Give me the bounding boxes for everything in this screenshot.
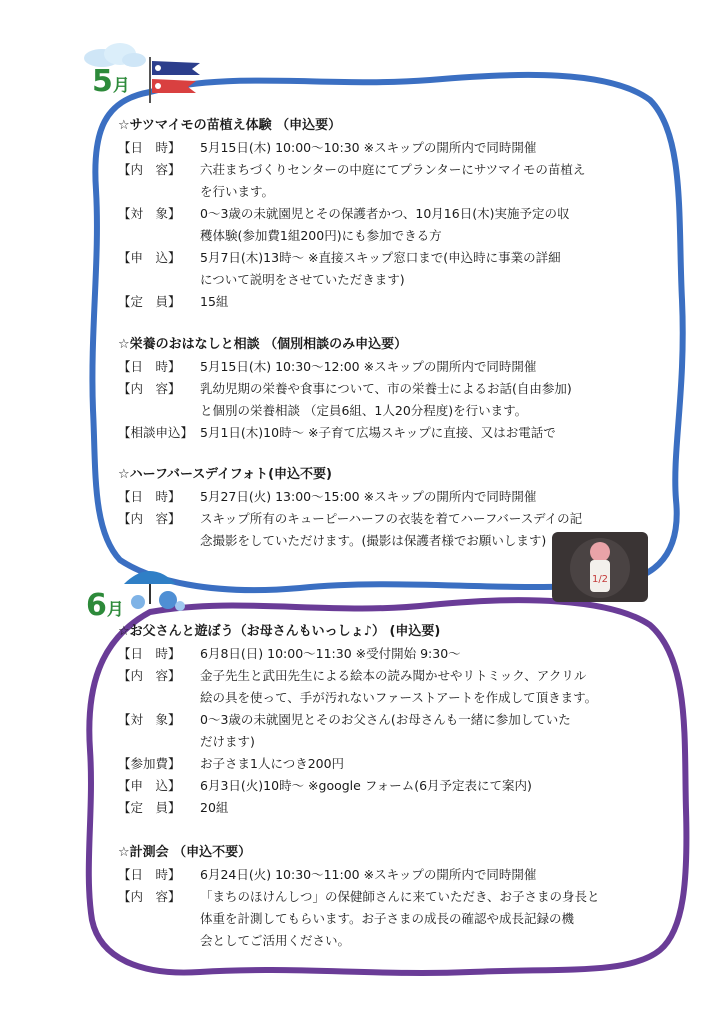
june-month-number: 6 [86, 588, 107, 623]
event-row [118, 291, 606, 313]
row-label-spacer [118, 930, 200, 952]
row-label: 【日 時】 [118, 140, 181, 155]
row-label: 【申 込】 [118, 250, 181, 265]
row-value: 20組 [200, 800, 229, 815]
row-label-spacer [118, 530, 200, 552]
event-play-with-dad [118, 621, 606, 819]
row-value: 0～3歳の未就園児とその保護者かつ、10月16日(木)実施予定の収 [200, 206, 570, 221]
event-row [118, 203, 606, 225]
row-value-cont: 絵の具を使って、手が汚れないファーストアートを作成して頂きます。 [200, 690, 598, 705]
event-row [118, 753, 606, 775]
row-label: 【内 容】 [118, 889, 181, 904]
event-row [118, 864, 606, 886]
row-label: 【定 員】 [118, 294, 181, 309]
event-row [118, 775, 606, 797]
row-label: 【日 時】 [118, 489, 181, 504]
row-value: 5月15日(木) 10:30～12:00 ※スキップの開所内で同時開催 [200, 359, 537, 374]
row-label-spacer [118, 225, 200, 247]
row-label-spacer [118, 269, 200, 291]
row-value: 15組 [200, 294, 229, 309]
row-label: 【相談申込】 [118, 425, 194, 440]
event-row [118, 731, 606, 753]
event-row [118, 356, 606, 378]
may-month-number: 5 [92, 64, 113, 99]
may-month-label [92, 64, 130, 99]
row-value: 0～3歳の未就園児とそのお父さん(お母さんも一緒に参加していた [200, 712, 571, 727]
event-title: ☆ハーフバースデイフォト(申込不要) [118, 467, 332, 482]
row-value: 5月7日(木)13時～ ※直接スキップ窓口まで(申込時に事業の詳細 [200, 250, 561, 265]
event-row [118, 908, 606, 930]
row-value: 5月27日(火) 13:00～15:00 ※スキップの開所内で同時開催 [200, 489, 537, 504]
june-month-label [86, 588, 124, 623]
event-sweet-potato [118, 115, 606, 313]
event-row [118, 797, 606, 819]
event-title: ☆サツマイモの苗植え体験 （申込要） [118, 118, 342, 133]
event-row [118, 486, 606, 508]
row-value: 6月24日(火) 10:30～11:00 ※スキップの開所内で同時開催 [200, 867, 537, 882]
row-value: お子さま1人につき200円 [200, 756, 345, 771]
event-row [118, 181, 606, 203]
row-value-cont: 穫体験(参加費1組200円)にも参加できる方 [200, 228, 442, 243]
row-value: 金子先生と武田先生による絵本の読み聞かせやリトミック、アクリル [200, 668, 587, 683]
event-row [118, 508, 606, 530]
row-label: 【内 容】 [118, 511, 181, 526]
event-row [118, 378, 606, 400]
row-label: 【内 容】 [118, 381, 181, 396]
row-value-cont: 体重を計測してもらいます。お子さまの成長の確認や成長記録の機 [200, 911, 575, 926]
row-label-spacer [118, 400, 200, 422]
row-value-cont: を行います。 [200, 184, 275, 199]
carp-streamer-icon [140, 55, 210, 105]
event-row [118, 159, 606, 181]
event-row [118, 665, 606, 687]
june-month-suffix: 月 [106, 600, 124, 620]
umbrella-hydrangea-icon [118, 562, 192, 612]
row-label: 【定 員】 [118, 800, 181, 815]
row-label: 【対 象】 [118, 206, 181, 221]
event-title: ☆栄養のおはなしと相談 （個別相談のみ申込要） [118, 337, 408, 352]
row-label: 【内 容】 [118, 668, 181, 683]
row-value-cont: 念撮影をしていただけます。(撮影は保護者様でお願いします) [200, 533, 547, 548]
event-row [118, 530, 606, 552]
row-value-cont: 会としてご活用ください。 [200, 933, 351, 948]
event-row [118, 930, 606, 952]
event-title: ☆計測会 （申込不要） [118, 845, 252, 860]
event-row [118, 709, 606, 731]
row-value-cont: と個別の栄養相談 （定員6組、1人20分程度)を行います。 [200, 403, 528, 418]
row-value: スキップ所有のキューピーハーフの衣装を着てハーフバースデイの記 [200, 511, 583, 526]
event-nutrition-talk [118, 334, 606, 444]
row-label: 【参加費】 [118, 756, 181, 771]
event-row [118, 422, 606, 444]
event-row [118, 400, 606, 422]
row-value: 乳幼児期の栄養や食事について、市の栄養士によるお話(自由参加) [200, 381, 572, 396]
event-row [118, 269, 606, 291]
event-half-birthday-photo [118, 464, 606, 552]
may-month-suffix: 月 [112, 76, 130, 96]
event-row [118, 886, 606, 908]
row-label: 【日 時】 [118, 867, 181, 882]
event-row [118, 687, 606, 709]
row-label-spacer [118, 181, 200, 203]
row-value-cont: だけます) [200, 734, 255, 749]
row-label: 【日 時】 [118, 359, 181, 374]
event-row [118, 225, 606, 247]
row-value: 6月3日(火)10時～ ※google フォーム(6月予定表にて案内) [200, 778, 532, 793]
event-title: ☆お父さんと遊ぼう（お母さんもいっしょ♪） (申込要) [118, 624, 441, 639]
row-label: 【対 象】 [118, 712, 181, 727]
row-label-spacer [118, 731, 200, 753]
row-value: 5月15日(木) 10:00～10:30 ※スキップの開所内で同時開催 [200, 140, 537, 155]
photo-half-label: 1/2 [591, 574, 609, 585]
row-value-cont: について説明をさせていただきます) [200, 272, 405, 287]
row-value: 5月1日(木)10時～ ※子育て広場スキップに直接、又はお電話で [200, 425, 556, 440]
row-value: 六荘まちづくりセンターの中庭にてプランターにサツマイモの苗植え [200, 162, 586, 177]
event-row [118, 137, 606, 159]
row-label-spacer [118, 687, 200, 709]
event-row [118, 247, 606, 269]
row-value: 6月8日(日) 10:00～11:30 ※受付開始 9:30～ [200, 646, 461, 661]
row-value: 「まちのほけんしつ」の保健師さんに来ていただき、お子さまの身長と [200, 889, 600, 904]
row-label: 【日 時】 [118, 646, 181, 661]
event-row [118, 643, 606, 665]
row-label: 【内 容】 [118, 162, 181, 177]
event-measurement [118, 842, 606, 952]
row-label-spacer [118, 908, 200, 930]
row-label: 【申 込】 [118, 778, 181, 793]
